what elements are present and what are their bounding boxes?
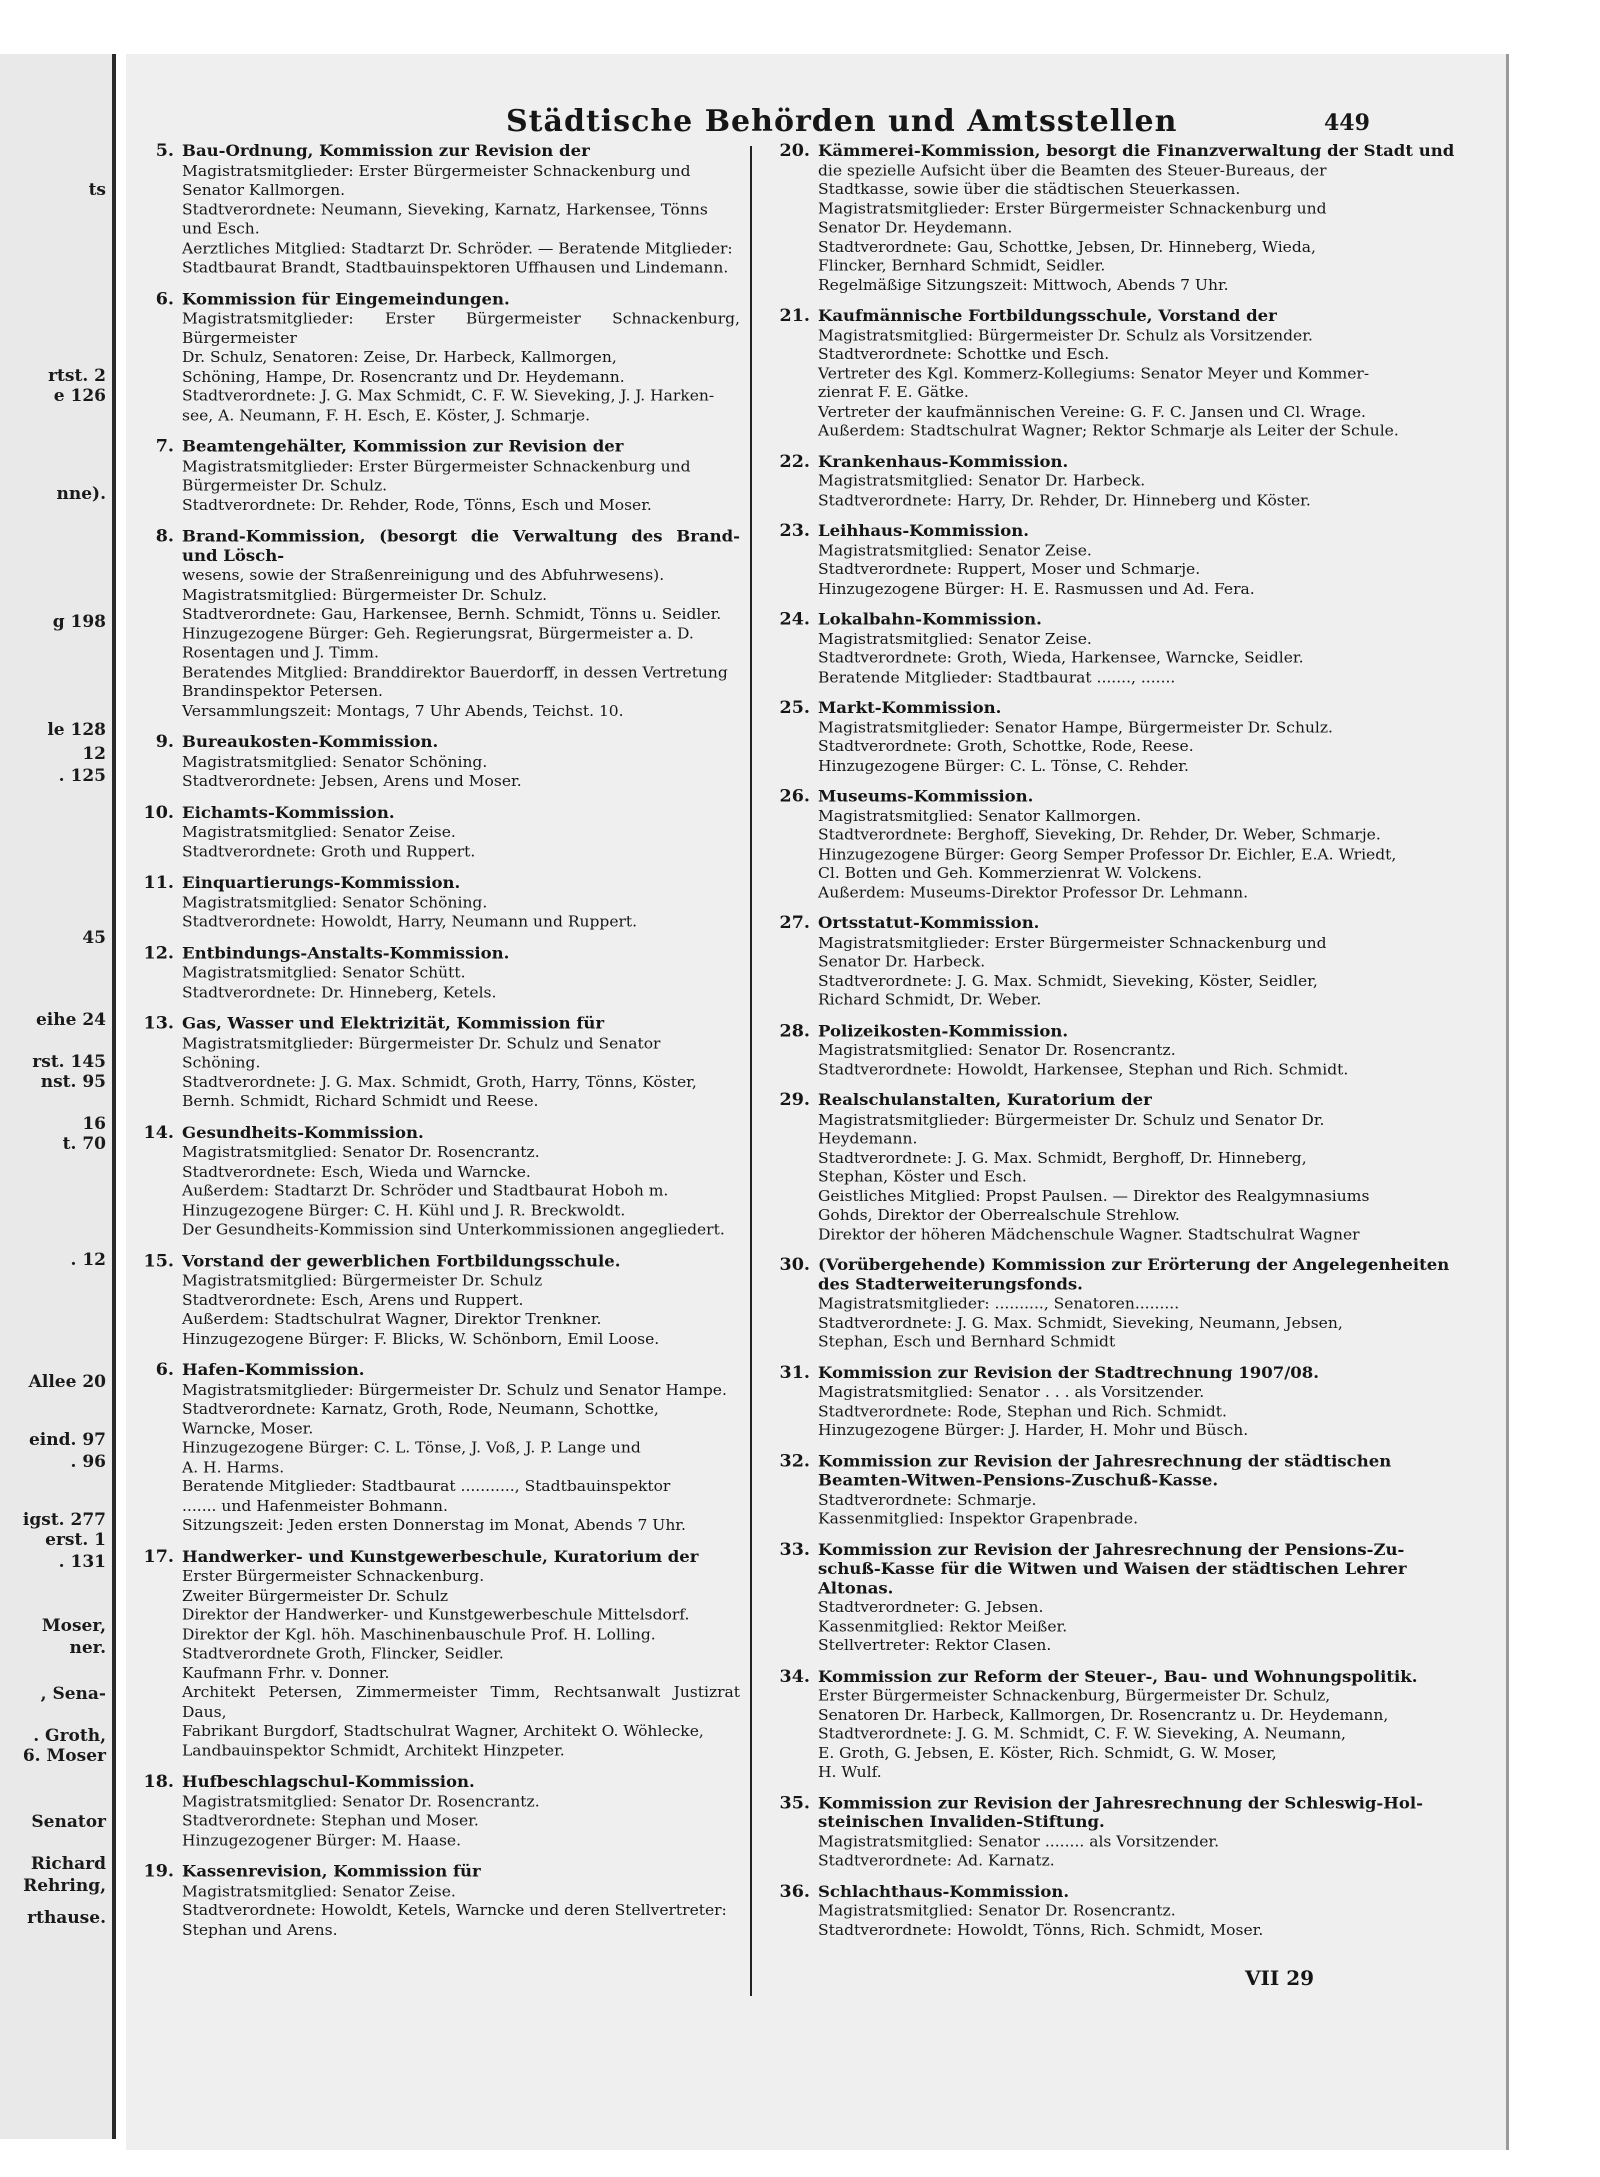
entry-line: Regelmäßige Sitzungszeit: Mittwoch, Abends 7 Uhr. (818, 276, 1229, 294)
entry-title: Ortsstatut-Kommission. (818, 914, 1040, 932)
entry-number: 27. (779, 914, 810, 933)
entry-body (182, 1547, 740, 1760)
entry-line: Stephan und Arens. (182, 1921, 338, 1939)
gutter-fragment: rthause. (27, 1908, 106, 1928)
commission-entry (128, 874, 740, 932)
entry-line: Magistratsmitglied: Senator Zeise. (182, 823, 456, 841)
commission-entry (764, 1364, 1498, 1440)
entry-number: 36. (779, 1882, 810, 1902)
entry-title: Einquartierungs-Kommission. (182, 873, 461, 892)
entry-body (818, 307, 1498, 441)
entry-line: Magistratsmitglieder: Bürgermeister Dr. Schulz und Senator Dr. (818, 1111, 1325, 1129)
commission-entry (128, 1547, 740, 1760)
entry-body (818, 1883, 1498, 1940)
entry-line: Magistratsmitglied: Senator Zeise. (182, 1882, 456, 1900)
entry-line: Aerztliches Mitglied: Stadtarzt Dr. Schröder. — Beratende Mitglieder: (182, 239, 733, 257)
entry-number: 17. (143, 1547, 174, 1567)
entry-line: Magistratsmitglieder: Erster Bürgermeister Schnackenburg und (818, 200, 1327, 217)
entry-body (818, 914, 1498, 1009)
entry-number: 34. (779, 1667, 810, 1687)
page-number: 449 (1324, 110, 1370, 136)
entry-title: Realschulanstalten, Kuratorium der (818, 1091, 1152, 1109)
entry-line: Stadtverordnete: Schmarje. (818, 1491, 1037, 1509)
entry-line: Magistratsmitglied: Senator Dr. Rosencrantz. (182, 1792, 540, 1810)
entry-title: Krankenhaus-Kommission. (818, 452, 1069, 471)
entry-title: Leihhaus-Kommission. (818, 522, 1029, 540)
entry-number: 26. (779, 787, 810, 807)
entry-body (182, 803, 740, 861)
entry-number: 25. (779, 699, 810, 718)
entry-body (182, 1862, 740, 1939)
entry-title: Kassenrevision, Kommission für (182, 1862, 481, 1881)
commission-entry (128, 1361, 740, 1535)
entry-line: Stadtverordnete: Groth, Wieda, Harkensee, Warncke, Seidler. (818, 649, 1304, 667)
entry-number: 6. (155, 1360, 174, 1380)
commission-entry (764, 142, 1498, 295)
entry-line: Erster Bürgermeister Schnackenburg. (182, 1567, 485, 1585)
entry-line: Magistratsmitglieder: Erster Bürgermeister Schnackenburg, Bürgermeister (182, 310, 740, 347)
gutter-fragment: igst. 277 (22, 1510, 106, 1530)
entry-line: Stadtverordnete: Karnatz, Groth, Rode, Neumann, Schottke, (182, 1400, 659, 1418)
entry-number: 15. (143, 1251, 174, 1271)
commission-entry (128, 290, 740, 425)
entry-number: 19. (143, 1862, 174, 1882)
entry-line: Hinzugezogene Bürger: C. L. Tönse, C. Rehder. (818, 757, 1189, 775)
gutter-fragment: g 198 (52, 612, 106, 632)
entry-line: Beratende Mitglieder: Stadtbaurat ..........., Stadtbauinspektor (182, 1478, 671, 1496)
entry-body (182, 527, 740, 721)
entry-number: 32. (779, 1452, 810, 1471)
commission-entry (128, 803, 740, 861)
commission-entry (764, 699, 1498, 775)
entry-number: 12. (143, 944, 174, 963)
commission-entry (764, 1091, 1498, 1244)
entry-line: Stadtverordnete: Jebsen, Arens und Moser. (182, 772, 522, 790)
entry-title: Gesundheits-Kommission. (182, 1123, 424, 1142)
entry-line: Gohds, Direktor der Oberrealschule Strehlow. (818, 1206, 1180, 1224)
gutter-fragment: nst. 95 (40, 1072, 106, 1092)
entry-line: Hinzugezogene Bürger: F. Blicks, W. Schönborn, Emil Loose. (182, 1330, 660, 1348)
gutter-fragment: t. 70 (62, 1134, 106, 1154)
entry-body (818, 142, 1498, 295)
commission-entry (128, 1123, 740, 1239)
entry-line: Magistratsmitglied: Senator Dr. Harbeck. (818, 472, 1146, 490)
entry-body (182, 733, 740, 791)
entry-line: Direktor der Kgl. höh. Maschinenbauschule Prof. H. Lolling. (182, 1625, 656, 1643)
entry-line: Beratende Mitglieder: Stadtbaurat ......., ....... (818, 668, 1176, 686)
entry-line: Stadtbaurat Brandt, Stadtbauinspektoren Uffhausen und Lindemann. (182, 259, 729, 277)
commission-entry (764, 1667, 1498, 1782)
entry-line: H. Wulf. (818, 1763, 882, 1781)
left-column (128, 142, 740, 1952)
entry-number: 9. (155, 733, 174, 752)
entry-body (818, 1091, 1498, 1244)
entry-line: Hinzugezogene Bürger: Geh. Regierungsrat, Bürgermeister a. D. (182, 624, 694, 642)
entry-line: Stadtverordnete: Howoldt, Harkensee, Stephan und Rich. Schmidt. (818, 1060, 1349, 1078)
gutter-fragment: 12 (82, 744, 106, 764)
entry-title: Kommission für Eingemeindungen. (182, 289, 510, 308)
entry-line: Stellvertreter: Rektor Clasen. (818, 1637, 1052, 1654)
entry-number: 6. (155, 289, 174, 309)
entry-line: Architekt Petersen, Zimmermeister Timm, Rechtsanwalt Justizrat Daus, (182, 1683, 740, 1721)
gutter-fragment: Moser, (41, 1616, 106, 1636)
entry-title: Kommission zur Reform der Steuer-, Bau- und Wohnungspolitik. (818, 1667, 1418, 1686)
entry-line: Senator Dr. Heydemann. (818, 219, 1013, 237)
entry-title: Entbindungs-Anstalts-Kommission. (182, 944, 510, 963)
entry-title: Kämmerei-Kommission, besorgt die Finanzverwaltung der Stadt und (818, 142, 1455, 160)
entry-line: Versammlungszeit: Montags, 7 Uhr Abends, Teichst. 10. (182, 702, 624, 720)
entry-line: Zweiter Bürgermeister Dr. Schulz (182, 1587, 449, 1605)
entry-line: Landbauinspektor Schmidt, Architekt Hinzpeter. (182, 1741, 565, 1759)
entry-number: 33. (779, 1540, 810, 1560)
entry-body (818, 1794, 1498, 1870)
entry-line: Fabrikant Burgdorf, Stadtschulrat Wagner, Architekt O. Wöhlecke, (182, 1722, 704, 1740)
gutter-fragment: ts (88, 180, 106, 200)
entry-line: Stadtverordnete: Groth und Ruppert. (182, 843, 476, 861)
entry-line: Magistratsmitglied: Senator Schütt. (182, 964, 466, 982)
column-divider (750, 146, 752, 1996)
entry-body (818, 611, 1498, 687)
gutter-fragment: . Groth, (33, 1726, 106, 1746)
commission-entry (764, 788, 1498, 903)
entry-line: Stadtverordnete: Howoldt, Tönns, Rich. Schmidt, Moser. (818, 1921, 1264, 1939)
entry-body (182, 438, 740, 515)
entry-line: Warncke, Moser. (182, 1419, 314, 1437)
entry-title: Brand-Kommission, (besorgt die Verwaltung des Brand- und Lösch- (182, 527, 740, 565)
entry-line: ....... und Hafenmeister Bohmann. (182, 1497, 448, 1515)
gutter-fragment: erst. 1 (45, 1530, 106, 1550)
document-page (126, 54, 1509, 2150)
entry-line: Hinzugezogene Bürger: C. L. Tönse, J. Voß, J. P. Lange und (182, 1439, 641, 1457)
entry-number: 35. (779, 1794, 810, 1813)
entry-number: 30. (779, 1256, 810, 1275)
entry-line: Senator Kallmorgen. (182, 181, 346, 199)
entry-line: Stadtverordnete: Neumann, Sieveking, Karnatz, Harkensee, Tönns (182, 201, 708, 219)
entry-body (182, 1361, 740, 1535)
entry-number: 18. (143, 1772, 174, 1792)
commission-entry (764, 1256, 1498, 1351)
gutter-fragment: 6. Moser (22, 1746, 106, 1766)
entry-body (818, 699, 1498, 775)
entry-body (818, 1364, 1498, 1440)
entry-line: Magistratsmitglied: Bürgermeister Dr. Schulz. (182, 586, 548, 604)
entry-line: Stadtverordnete: J. G. Max. Schmidt, Sieveking, Neumann, Jebsen, (818, 1314, 1343, 1332)
entry-line: Magistratsmitglieder: Senator Hampe, Bürgermeister Dr. Schulz. (818, 719, 1333, 736)
gutter-fragment: , Sena- (40, 1684, 106, 1704)
entry-number: 13. (143, 1014, 174, 1034)
entry-line: Stadtverordnete: Groth, Schottke, Rode, Reese. (818, 738, 1194, 755)
entry-line: Magistratsmitglieder: Erster Bürgermeister Schnackenburg und (818, 934, 1327, 952)
entry-line: Magistratsmitglied: Senator Dr. Rosencrantz. (818, 1041, 1176, 1059)
entry-line: Cl. Botten und Geh. Kommerzienrat W. Volckens. (818, 864, 1202, 882)
entry-line: Magistratsmitglied: Bürgermeister Dr. Schulz als Vorsitzender. (818, 326, 1313, 344)
entry-line: Außerdem: Stadtarzt Dr. Schröder und Stadtbaurat Hoboh m. (182, 1182, 669, 1200)
entry-line: Stadtverordnete: J. G. M. Schmidt, C. F. W. Sieveking, A. Neumann, (818, 1725, 1346, 1743)
entry-line: Sitzungszeit: Jeden ersten Donnerstag im Monat, Abends 7 Uhr. (182, 1516, 686, 1534)
entry-line: Magistratsmitglied: Bürgermeister Dr. Schulz (182, 1272, 543, 1290)
entry-line: Der Gesundheits-Kommission sind Unterkommissionen angegliedert. (182, 1221, 725, 1239)
entry-line: Magistratsmitglied: Senator Schöning. (182, 894, 488, 912)
entry-line: Außerdem: Stadtschulrat Wagner, Direktor Trenkner. (182, 1310, 602, 1328)
entry-body (182, 944, 740, 1002)
entry-title: Bau-Ordnung, Kommission zur Revision der (182, 142, 590, 160)
entry-line: Stadtverordnete: Esch, Wieda und Warncke. (182, 1163, 531, 1181)
commission-entry (764, 611, 1498, 687)
entry-line: Stadtverordnete Groth, Flincker, Seidler. (182, 1645, 504, 1663)
entry-title: Kommission zur Revision der Stadtrechnung 1907/08. (818, 1363, 1319, 1382)
entry-line: see, A. Neumann, F. H. Esch, E. Köster, J. Schmarje. (182, 406, 591, 424)
entry-body (818, 788, 1498, 903)
entry-line: Magistratsmitglied: Senator Dr. Rosencrantz. (182, 1143, 540, 1161)
entry-title: Polizeikosten-Kommission. (818, 1021, 1069, 1040)
entry-number: 22. (779, 452, 810, 472)
entry-line: Bernh. Schmidt, Richard Schmidt und Reese. (182, 1092, 539, 1110)
commission-entry (128, 1252, 740, 1349)
commission-entry (764, 1541, 1498, 1656)
entry-line: Bürgermeister Dr. Schulz. (182, 477, 388, 495)
entry-line: und Esch. (182, 220, 260, 238)
entry-body (818, 1022, 1498, 1079)
entry-title: Kommission zur Revision der Jahresrechnung der städtischen (818, 1452, 1392, 1470)
entry-body (818, 453, 1498, 510)
entry-line: Stadtverordnete: Stephan und Moser. (182, 1812, 479, 1830)
gutter-fragment: Richard (30, 1854, 106, 1874)
page-header-title: Städtische Behörden und Amtsstellen (506, 104, 1178, 139)
commission-entry (128, 1862, 740, 1939)
commission-entry (128, 944, 740, 1002)
commission-entry (128, 438, 740, 515)
entry-number: 14. (143, 1123, 174, 1143)
entry-line: Flincker, Bernhard Schmidt, Seidler. (818, 257, 1106, 275)
entry-title: Hafen-Kommission. (182, 1360, 365, 1379)
entry-line: Außerdem: Stadtschulrat Wagner; Rektor Schmarje als Leiter der Schule. (818, 422, 1399, 440)
entry-title: Eichamts-Kommission. (182, 803, 395, 822)
gutter-fragment: eind. 97 (28, 1430, 106, 1450)
entry-line: Stadtverordnete: J. G. Max Schmidt, C. F. W. Sieveking, J. J. Harken- (182, 387, 715, 405)
entry-body (818, 1256, 1498, 1351)
entry-line: Magistratsmitglied: Senator ........ als Vorsitzender. (818, 1833, 1220, 1850)
entry-line: Richard Schmidt, Dr. Weber. (818, 991, 1042, 1009)
entry-number: 31. (779, 1363, 810, 1383)
entry-body (182, 142, 740, 277)
entry-line: Stadtverordnete: Rode, Stephan und Rich. Schmidt. (818, 1402, 1227, 1420)
gutter-fragment: . 12 (70, 1250, 106, 1270)
commission-entry (764, 914, 1498, 1009)
gutter-fragment: e 126 (53, 386, 106, 406)
entry-line: Geistliches Mitglied: Propst Paulsen. — Direktor des Realgymnasiums (818, 1187, 1370, 1205)
commission-entry (128, 1014, 740, 1111)
entry-body (182, 874, 740, 932)
gutter-fragment: . 125 (58, 766, 106, 786)
entry-line: Stadtverordnete: Gau, Schottke, Jebsen, Dr. Hinneberg, Wieda, (818, 238, 1316, 256)
entry-line: die spezielle Aufsicht über die Beamten des Steuer-Bureaus, der (818, 162, 1327, 179)
commission-entry (128, 142, 740, 277)
entry-line: Hinzugezogene Bürger: Georg Semper Professor Dr. Eichler, E.A. Wriedt, (818, 845, 1397, 863)
entry-line: Magistratsmitglieder: .........., Senatoren......... (818, 1295, 1180, 1313)
entry-line: Rosentagen und J. Timm. (182, 644, 379, 662)
entry-body (818, 1452, 1498, 1528)
right-column (764, 142, 1498, 1952)
gutter-fragment: Rehring, (23, 1876, 106, 1896)
entry-line: Schöning. (182, 1054, 261, 1072)
entry-line: Hinzugezogene Bürger: J. Harder, H. Mohr und Büsch. (818, 1421, 1249, 1439)
entry-line: Magistratsmitglieder: Bürgermeister Dr. Schulz und Senator (182, 1034, 661, 1052)
gutter-fragment: ner. (69, 1638, 106, 1658)
entry-title: Handwerker- und Kunstgewerbeschule, Kuratorium der (182, 1547, 699, 1566)
entry-line: Magistratsmitglied: Senator Schöning. (182, 753, 488, 771)
gutter-fragment: le 128 (47, 720, 106, 740)
entry-line: Kassenmitglied: Inspektor Grapenbrade. (818, 1510, 1138, 1528)
entry-line: Stadtverordnete: Howoldt, Harry, Neumann und Ruppert. (182, 913, 638, 931)
entry-line: Stadtverordnete: Harry, Dr. Rehder, Dr. Hinneberg und Köster. (818, 491, 1311, 509)
entry-line: zienrat F. E. Gätke. (818, 384, 969, 401)
entry-line: Senator Dr. Harbeck. (818, 953, 986, 971)
entry-body (182, 1252, 740, 1349)
entry-body (182, 1123, 740, 1239)
entry-line: Stadtverordnete: Schottke und Esch. (818, 346, 1110, 363)
gutter-fragment: rst. 145 (32, 1052, 106, 1072)
entry-title: Altonas. (818, 1578, 894, 1597)
entry-line: E. Groth, G. Jebsen, E. Köster, Rich. Schmidt, G. W. Moser, (818, 1744, 1277, 1762)
commission-entry (128, 733, 740, 791)
entry-number: 5. (155, 142, 174, 161)
entry-number: 28. (779, 1021, 810, 1041)
entry-line: Magistratsmitglied: Senator Kallmorgen. (818, 807, 1142, 825)
sheet-signature: VII 29 (1245, 1966, 1315, 1990)
entry-line: Magistratsmitglieder: Erster Bürgermeister Schnackenburg und (182, 457, 691, 475)
entry-line: Beratendes Mitglied: Branddirektor Bauerdorff, in dessen Vertretung (182, 663, 728, 681)
entry-body (182, 1014, 740, 1111)
gutter-fragment: Senator (31, 1812, 106, 1832)
entry-number: 21. (779, 306, 810, 326)
entry-line: Magistratsmitglied: Senator . . . als Vorsitzender. (818, 1383, 1205, 1401)
entry-line: Schöning, Hampe, Dr. Rosencrantz und Dr. Heydemann. (182, 368, 625, 386)
entry-number: 20. (779, 142, 810, 161)
entry-line: Stadtverordnete: Ruppert, Moser und Schmarje. (818, 561, 1201, 578)
commission-entry (128, 1773, 740, 1850)
facing-page-gutter (0, 54, 116, 2139)
gutter-fragment: nne). (56, 484, 106, 504)
entry-line: Stadtverordnete: Ad. Karnatz. (818, 1852, 1055, 1870)
entry-line: Magistratsmitglieder: Bürgermeister Dr. Schulz und Senator Hampe. (182, 1381, 727, 1399)
entry-title: Kaufmännische Fortbildungsschule, Vorstand der (818, 306, 1277, 325)
entry-body (818, 522, 1498, 598)
entry-title: Beamtengehälter, Kommission zur Revision der (182, 437, 624, 456)
entry-line: Stadtverordneter: G. Jebsen. (818, 1598, 1044, 1616)
commission-entry (764, 1452, 1498, 1528)
entry-body (182, 290, 740, 425)
gutter-fragment: 16 (82, 1114, 106, 1134)
entry-number: 23. (779, 522, 810, 541)
entry-number: 24. (779, 610, 810, 630)
entry-line: Stadtverordnete: J. G. Max. Schmidt, Sieveking, Köster, Seidler, (818, 972, 1318, 990)
entry-number: 7. (155, 437, 174, 457)
entry-title: steinischen Invaliden-Stiftung. (818, 1813, 1105, 1831)
entry-line: Stadtverordnete: Howoldt, Ketels, Warncke und deren Stellvertreter: (182, 1901, 727, 1919)
entry-line: Vertreter des Kgl. Kommerz-Kollegiums: Senator Meyer und Kommer- (818, 365, 1370, 382)
commission-entry (764, 1794, 1498, 1870)
entry-body (818, 1667, 1498, 1782)
entry-line: Magistratsmitglied: Senator Zeise. (818, 542, 1092, 559)
gutter-fragment: . 96 (70, 1452, 106, 1472)
entry-title: Gas, Wasser und Elektrizität, Kommission für (182, 1014, 605, 1033)
gutter-fragment: 45 (82, 928, 106, 948)
entry-line: Stephan, Köster und Esch. (818, 1168, 1027, 1186)
entry-line: Stadtverordnete: J. G. Max. Schmidt, Berghoff, Dr. Hinneberg, (818, 1149, 1307, 1167)
entry-line: Direktor der höheren Mädchenschule Wagner. Stadtschulrat Wagner (818, 1225, 1360, 1243)
entry-title: Schlachthaus-Kommission. (818, 1882, 1070, 1901)
entry-line: Kaufmann Frhr. v. Donner. (182, 1664, 390, 1682)
entry-line: Magistratsmitglieder: Erster Bürgermeister Schnackenburg und (182, 162, 691, 180)
entry-title: Kommission zur Revision der Jahresrechnung der Schleswig-Hol- (818, 1794, 1423, 1812)
entry-title: Bureaukosten-Kommission. (182, 733, 439, 751)
entry-line: Magistratsmitglied: Senator Zeise. (818, 630, 1092, 648)
entry-line: Direktor der Handwerker- und Kunstgewerbeschule Mittelsdorf. (182, 1606, 690, 1624)
entry-line: Vertreter der kaufmännischen Vereine: G. F. C. Jansen und Cl. Wrage. (818, 403, 1366, 421)
entry-number: 29. (779, 1091, 810, 1110)
entry-line: Heydemann. (818, 1130, 918, 1148)
entry-line: Hinzugezogene Bürger: C. H. Kühl und J. R. Breckwoldt. (182, 1201, 626, 1219)
commission-entry (764, 522, 1498, 598)
entry-body (818, 1541, 1498, 1656)
entry-line: Außerdem: Museums-Direktor Professor Dr. Lehmann. (818, 883, 1249, 901)
entry-line: Brandinspektor Petersen. (182, 683, 383, 701)
commission-entry (764, 1022, 1498, 1079)
entry-title: Beamten-Witwen-Pensions-Zuschuß-Kasse. (818, 1471, 1219, 1490)
entry-line: Senatoren Dr. Harbeck, Kallmorgen, Dr. Rosencrantz u. Dr. Heydemann, (818, 1706, 1389, 1724)
entry-title: Kommission zur Revision der Jahresrechnung der Pensions-Zu- (818, 1540, 1405, 1559)
entry-number: 11. (143, 873, 174, 893)
entry-line: A. H. Harms. (182, 1458, 285, 1476)
entry-title: Markt-Kommission. (818, 699, 1002, 717)
commission-entry (764, 307, 1498, 441)
entry-line: Stephan, Esch und Bernhard Schmidt (818, 1333, 1116, 1351)
entry-line: Stadtverordnete: Dr. Hinneberg, Ketels. (182, 983, 497, 1001)
entry-line: Hinzugezogene Bürger: H. E. Rasmussen und Ad. Fera. (818, 580, 1255, 598)
entry-number: 8. (155, 527, 174, 547)
entry-line: Hinzugezogener Bürger: M. Haase. (182, 1831, 461, 1849)
gutter-fragment: eihe 24 (35, 1010, 106, 1030)
entry-line: Dr. Schulz, Senatoren: Zeise, Dr. Harbeck, Kallmorgen, (182, 348, 617, 366)
entry-title: Hufbeschlagschul-Kommission. (182, 1772, 475, 1791)
commission-entry (128, 527, 740, 721)
entry-title: (Vorübergehende) Kommission zur Erörterung der Angelegenheiten (818, 1256, 1450, 1274)
commission-entry (764, 1883, 1498, 1940)
gutter-fragment: Allee 20 (28, 1372, 106, 1392)
gutter-fragment: . 131 (58, 1552, 106, 1572)
commission-entry (764, 453, 1498, 510)
entry-line: wesens, sowie der Straßenreinigung und des Abfuhrwesens). (182, 566, 665, 584)
entry-line: Stadtverordnete: Esch, Arens und Ruppert. (182, 1291, 524, 1309)
entry-title: Lokalbahn-Kommission. (818, 610, 1042, 629)
entry-title: Museums-Kommission. (818, 787, 1034, 806)
entry-line: Erster Bürgermeister Schnackenburg, Bürgermeister Dr. Schulz, (818, 1687, 1331, 1705)
entry-line: Stadtverordnete: J. G. Max. Schmidt, Groth, Harry, Tönns, Köster, (182, 1073, 697, 1091)
entry-title: Vorstand der gewerblichen Fortbildungsschule. (182, 1251, 621, 1270)
entry-title: schuß-Kasse für die Witwen und Waisen der städtischen Lehrer (818, 1559, 1407, 1578)
entry-line: Magistratsmitglied: Senator Dr. Rosencrantz. (818, 1902, 1176, 1920)
entry-line: Stadtkasse, sowie über die städtischen Steuerkassen. (818, 181, 1241, 198)
gutter-fragment: rtst. 2 (48, 366, 106, 386)
entry-body (182, 1773, 740, 1850)
entry-line: Kassenmitglied: Rektor Meißer. (818, 1618, 1068, 1635)
entry-title: des Stadterweiterungsfonds. (818, 1275, 1083, 1293)
entry-line: Stadtverordnete: Berghoff, Sieveking, Dr. Rehder, Dr. Weber, Schmarje. (818, 826, 1381, 844)
entry-number: 10. (143, 803, 174, 823)
entry-line: Stadtverordnete: Gau, Harkensee, Bernh. Schmidt, Tönns u. Seidler. (182, 605, 722, 623)
entry-line: Stadtverordnete: Dr. Rehder, Rode, Tönns, Esch und Moser. (182, 496, 652, 514)
